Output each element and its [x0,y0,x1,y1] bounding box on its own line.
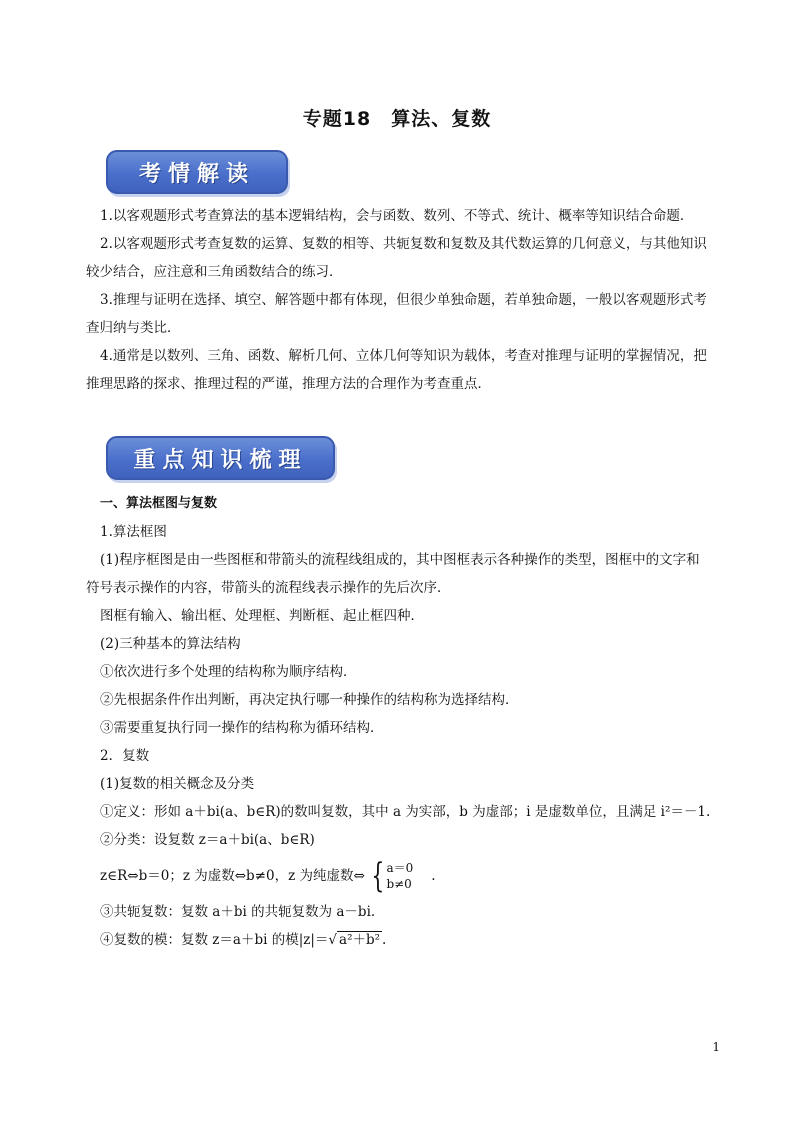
subsection-algorithm: 1.算法框图 [100,524,167,540]
complex-classification: ②分类：设复数 z＝a＋bi(a、b∈R) [100,832,315,848]
section-banner-key-points: 重点知识梳理 [106,436,335,480]
algorithm-paragraph-2: 图框有输入、输出框、处理框、判断框、起止框四种． [100,608,424,624]
intro-paragraph-4b: 推理思路的探求、推理过程的严谨，推理方法的合理作为考查重点． [86,376,491,392]
condition-bottom: b≠0 [386,877,412,891]
algorithm-item-1: ①依次进行多个处理的结构称为顺序结构． [100,664,357,680]
modulus-period: . [382,932,387,948]
intro-paragraph-4a: 4.通常是以数列、三角、函数、解析几何、立体几何等知识为载体，考查对推理与证明的掌握情况，把 [100,348,707,364]
complex-classification-formula [86,854,726,898]
algorithm-paragraph-1b: 符号表示操作的内容，带箭头的流程线表示操作的先后次序． [86,580,451,596]
sqrt-symbol: √ [328,932,338,948]
section-banner-exam-analysis: 考情解读 [106,150,288,194]
algorithm-paragraph-1a: (1)程序框图是由一些图框和带箭头的流程线组成的，其中图框表示各种操作的类型，图框中的文字和 [100,552,700,568]
knowledge-section [86,490,726,954]
algorithm-item-3: ③需要重复执行同一操作的结构称为循环结构． [100,720,384,736]
complex-paragraph-1: (1)复数的相关概念及分类 [100,776,255,792]
complex-definition: ①定义：形如 a＋bi(a、b∈R)的数叫复数，其中 a 为实部，b 为虚部；i 是虚数单位，且满足 i²＝－1. [100,804,711,820]
intro-paragraph-3b: 查归纳与类比． [86,320,181,336]
intro-paragraph-3a: 3.推理与证明在选择、填空、解答题中都有体现，但很少单独命题，若单独命题，一般以客观题形式考 [100,292,707,308]
algorithm-paragraph-3: (2)三种基本的算法结构 [100,636,241,652]
complex-modulus [86,926,726,954]
condition-top: a＝0 [386,861,414,875]
intro-paragraph-2b: 较少结合，应注意和三角函数结合的练习． [86,264,343,280]
algorithm-item-2: ②先根据条件作出判断，再决定执行哪一种操作的结构称为选择结构． [100,692,519,708]
sqrt-content: a²＋b² [339,932,381,948]
intro-paragraph-2a: 2.以客观题形式考查复数的运算、复数的相等、共轭复数和复数及其代数运算的几何意义，与其他知识 [100,236,707,252]
complex-conjugate: ③共轭复数：复数 a＋bi 的共轭复数为 a－bi. [100,904,376,920]
subsection-complex: 2．复数 [100,748,150,764]
intro-section [86,202,726,398]
page-title: 专题18 算法、复数 [302,108,492,130]
page-number: 1 [712,1040,720,1054]
classification-text: z∈R⇔b＝0；z 为虚数⇔b≠0，z 为纯虚数⇔ [100,868,365,884]
modulus-text: ④复数的模：复数 z＝a＋bi 的模|z|＝ [100,932,329,948]
knowledge-heading: 一、算法框图与复数 [100,496,218,511]
intro-paragraph-1: 1.以客观题形式考查算法的基本逻辑结构，会与函数、数列、不等式、统计、概率等知识结合命题． [100,208,694,224]
formula-period: . [431,868,436,884]
left-brace: { [371,856,385,896]
brace-conditions [386,860,413,892]
